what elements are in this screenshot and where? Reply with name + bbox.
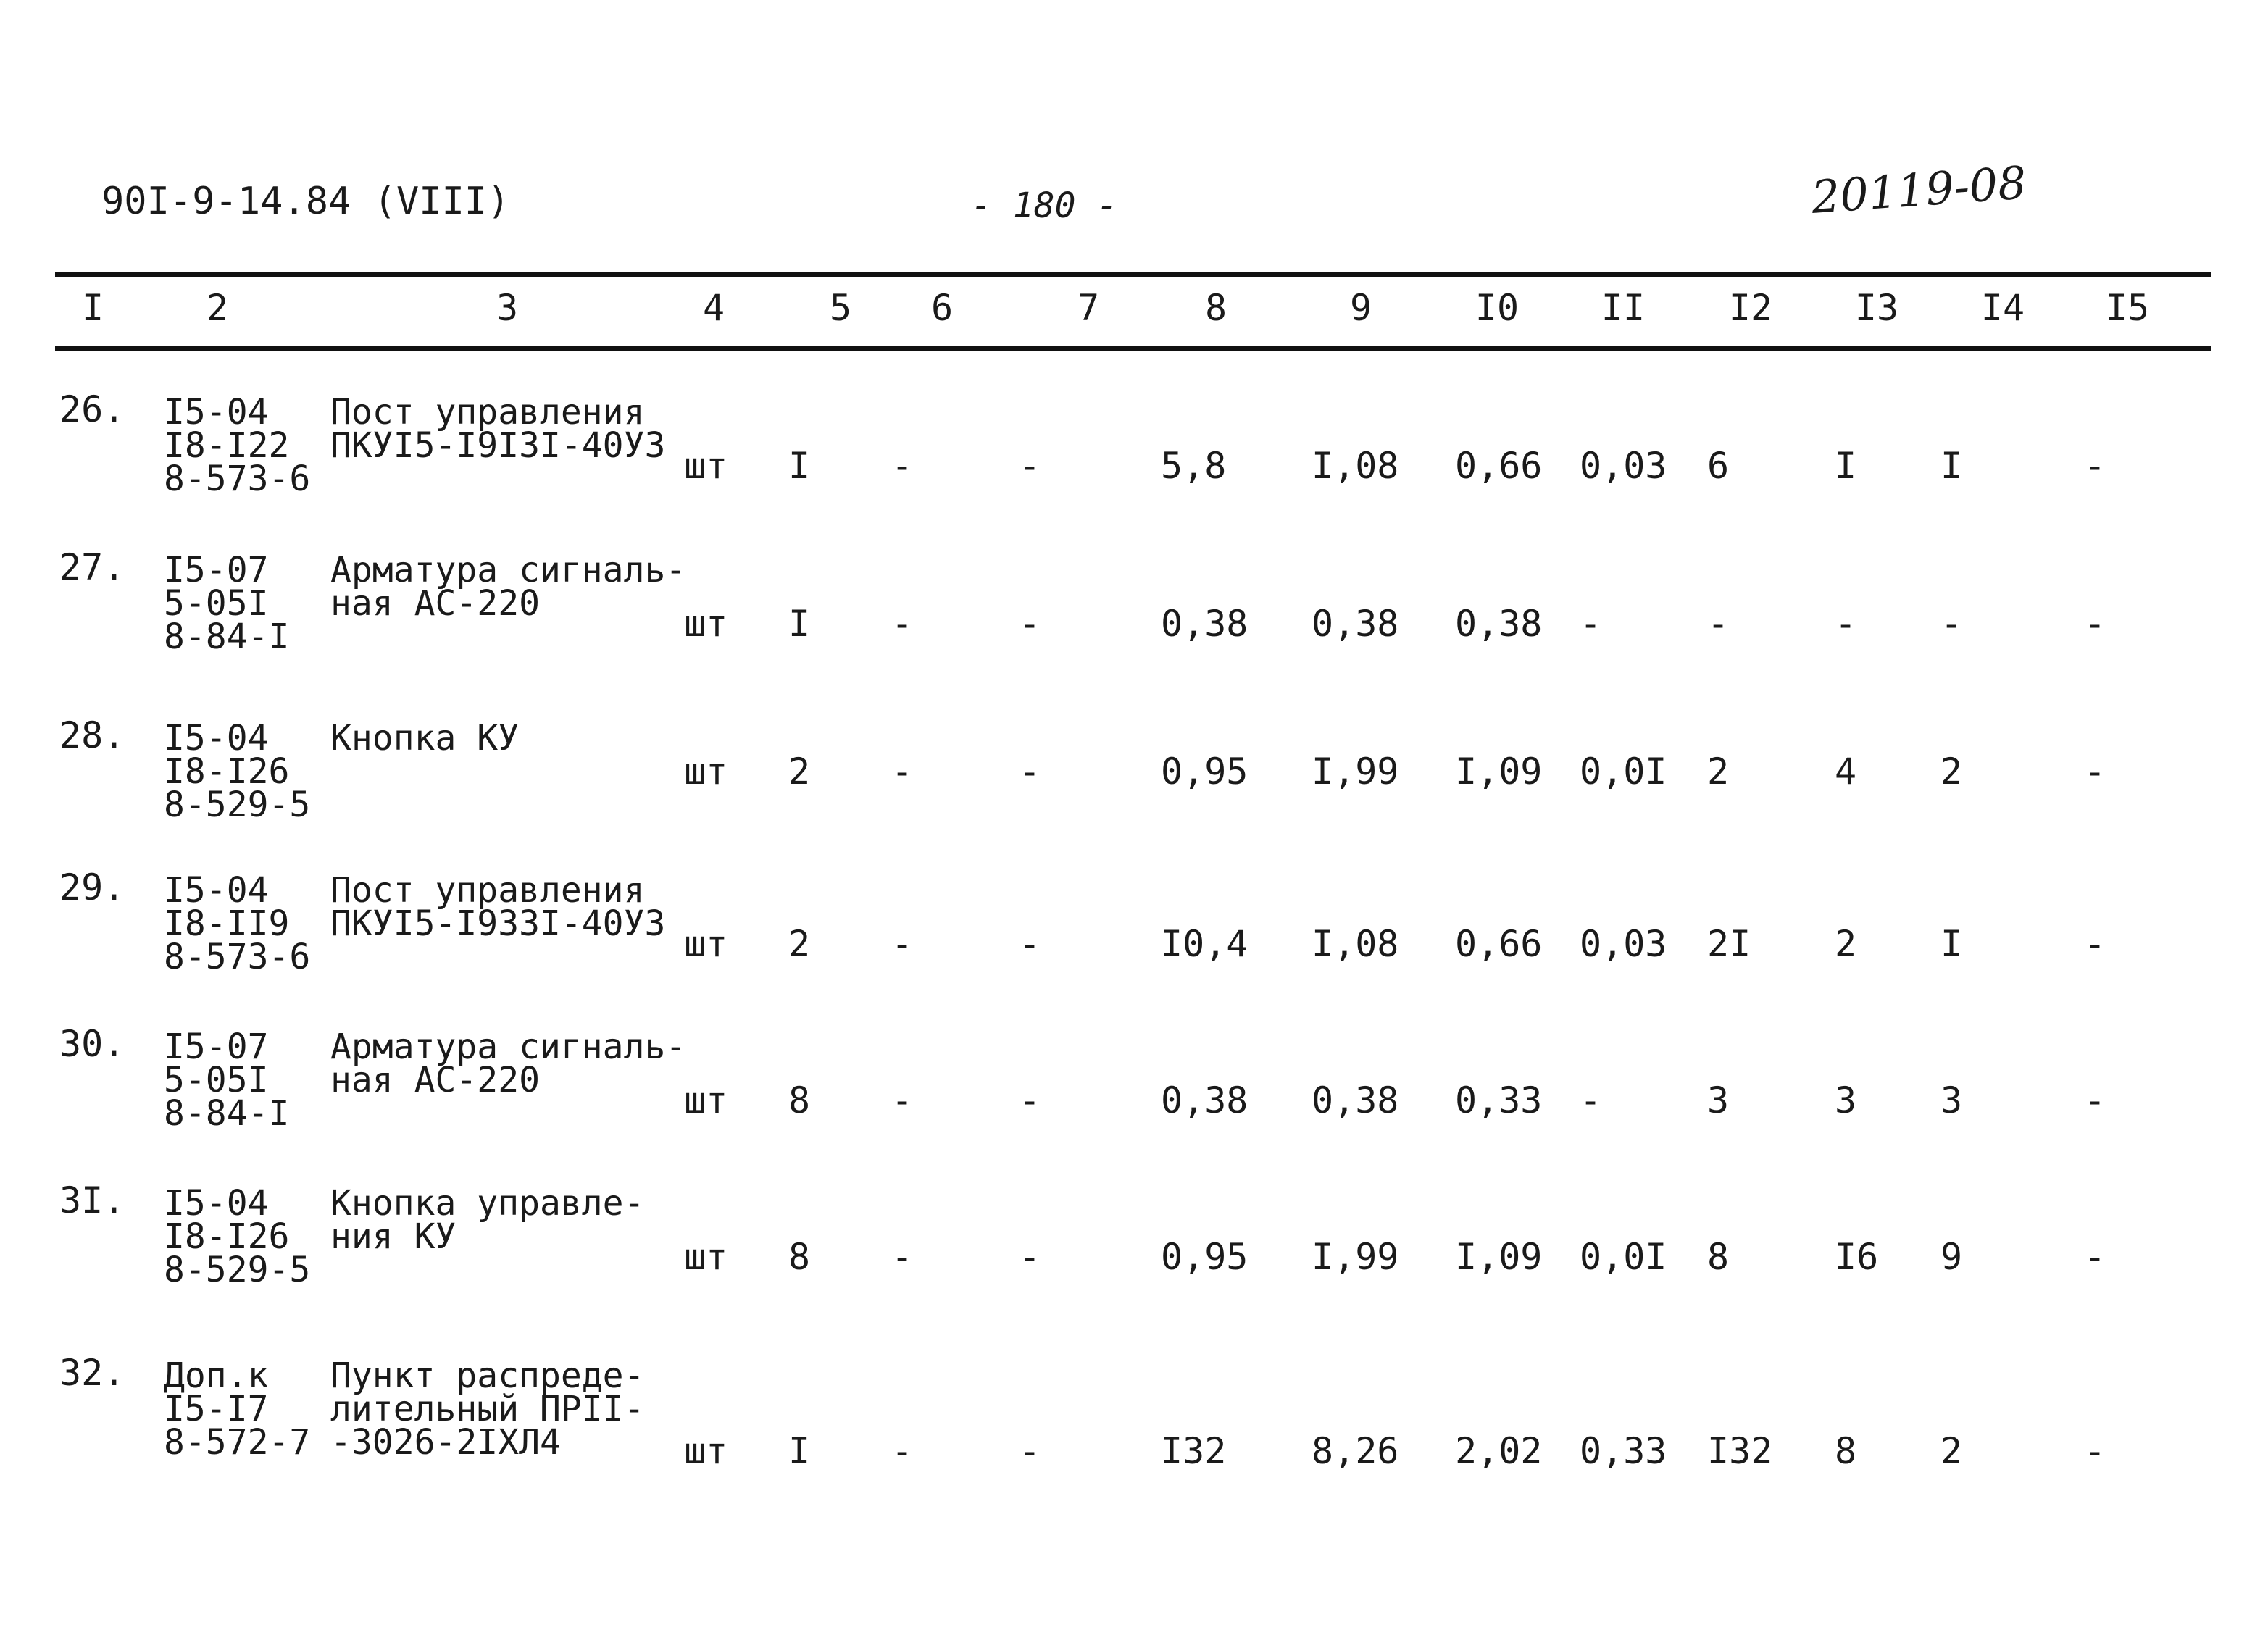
rate-code: I5-04 I8-I26 8-529-5 <box>164 1183 311 1290</box>
row-number: 29. <box>59 866 125 908</box>
column-header: 9 <box>1349 287 1372 329</box>
item-name: Арматура сигналь- ная АС-220 <box>330 550 687 624</box>
value-c8: 0,38 <box>1161 1079 1248 1121</box>
column-header: I4 <box>1980 287 2025 329</box>
column-header: I5 <box>2105 287 2150 329</box>
row-number: 26. <box>59 388 125 430</box>
column-header: 4 <box>702 287 725 329</box>
value-c6: - <box>891 603 914 645</box>
value-c12: I32 <box>1707 1430 1773 1472</box>
value-c8: 0,95 <box>1161 751 1248 793</box>
value-c15: - <box>2084 1430 2106 1472</box>
value-c15: - <box>2084 923 2106 965</box>
row-number: 27. <box>59 546 125 588</box>
unit: шт <box>684 1079 728 1121</box>
item-name: Пост управления ПКУI5-I9I3I-40УЗ <box>330 392 666 466</box>
value-c10: 2,02 <box>1455 1430 1543 1472</box>
value-c5: I <box>788 603 811 645</box>
value-c6: - <box>891 1236 914 1278</box>
value-c14: 9 <box>1940 1236 1963 1278</box>
unit: шт <box>684 1430 728 1472</box>
value-c7: - <box>1019 1079 1041 1121</box>
value-c7: - <box>1019 603 1041 645</box>
archive-number: 20119-08 <box>1809 156 2028 224</box>
rate-code: I5-04 I8-I26 8-529-5 <box>164 718 311 825</box>
value-c13: 8 <box>1835 1430 1857 1472</box>
unit: шт <box>684 603 728 645</box>
value-c15: - <box>2084 1079 2106 1121</box>
value-c11: 0,03 <box>1580 445 1667 487</box>
value-c15: - <box>2084 445 2106 487</box>
table-header-rule <box>55 346 2211 351</box>
value-c5: 2 <box>788 923 811 965</box>
rate-code: I5-07 5-05I 8-84-I <box>164 550 290 657</box>
value-c10: 0,38 <box>1455 603 1543 645</box>
value-c12: 6 <box>1707 445 1730 487</box>
value-c11: 0,33 <box>1580 1430 1667 1472</box>
document-code: 90I-9-14.84 (VIII) <box>101 180 510 223</box>
value-c8: 0,38 <box>1161 603 1248 645</box>
table-top-rule <box>55 272 2211 277</box>
column-header: 3 <box>496 287 519 329</box>
value-c12: 8 <box>1707 1236 1730 1278</box>
value-c13: I6 <box>1835 1236 1879 1278</box>
item-name: Арматура сигналь- ная АС-220 <box>330 1027 687 1100</box>
value-c11: 0,0I <box>1580 751 1667 793</box>
item-name: Кнопка КУ <box>330 718 520 758</box>
value-c9: 0,38 <box>1312 603 1399 645</box>
value-c7: - <box>1019 445 1041 487</box>
value-c9: I,08 <box>1312 445 1399 487</box>
column-header: 6 <box>930 287 954 329</box>
column-header: 7 <box>1077 287 1100 329</box>
value-c14: I <box>1940 445 1963 487</box>
value-c9: 0,38 <box>1312 1079 1399 1121</box>
column-header: II <box>1601 287 1646 329</box>
value-c7: - <box>1019 1236 1041 1278</box>
value-c13: 2 <box>1835 923 1857 965</box>
value-c13: I <box>1835 445 1857 487</box>
value-c11: 0,0I <box>1580 1236 1667 1278</box>
value-c10: I,09 <box>1455 1236 1543 1278</box>
value-c10: 0,33 <box>1455 1079 1543 1121</box>
value-c12: 3 <box>1707 1079 1730 1121</box>
unit: шт <box>684 1236 728 1278</box>
item-name: Пост управления ПКУI5-I933I-40УЗ <box>330 870 666 944</box>
value-c12: - <box>1707 603 1730 645</box>
value-c13: - <box>1835 603 1857 645</box>
value-c9: I,08 <box>1312 923 1399 965</box>
rate-code: I5-04 I8-II9 8-573-6 <box>164 870 311 977</box>
item-name: Пункт распреде- лительный ПРII- -3026-2IХЛ4 <box>330 1355 645 1463</box>
rate-code: Доп.к I5-I7 8-572-7 <box>164 1355 311 1463</box>
value-c5: 2 <box>788 751 811 793</box>
column-header: 8 <box>1204 287 1227 329</box>
value-c12: 2 <box>1707 751 1730 793</box>
value-c8: 0,95 <box>1161 1236 1248 1278</box>
value-c7: - <box>1019 1430 1041 1472</box>
value-c6: - <box>891 445 914 487</box>
value-c14: 2 <box>1940 1430 1963 1472</box>
value-c10: 0,66 <box>1455 445 1543 487</box>
value-c8: 5,8 <box>1161 445 1227 487</box>
value-c9: I,99 <box>1312 1236 1399 1278</box>
value-c5: I <box>788 445 811 487</box>
value-c6: - <box>891 751 914 793</box>
value-c14: - <box>1940 603 1963 645</box>
rate-code: I5-07 5-05I 8-84-I <box>164 1027 290 1134</box>
value-c9: I,99 <box>1312 751 1399 793</box>
value-c5: 8 <box>788 1236 811 1278</box>
value-c10: 0,66 <box>1455 923 1543 965</box>
value-c15: - <box>2084 603 2106 645</box>
value-c6: - <box>891 923 914 965</box>
value-c11: - <box>1580 603 1602 645</box>
value-c14: 2 <box>1940 751 1963 793</box>
column-header: 5 <box>829 287 852 329</box>
value-c15: - <box>2084 751 2106 793</box>
value-c6: - <box>891 1079 914 1121</box>
page-number: - 180 - <box>971 185 1118 226</box>
value-c14: I <box>1940 923 1963 965</box>
value-c15: - <box>2084 1236 2106 1278</box>
value-c5: I <box>788 1430 811 1472</box>
value-c9: 8,26 <box>1312 1430 1399 1472</box>
column-header: I <box>81 287 104 329</box>
value-c11: 0,03 <box>1580 923 1667 965</box>
value-c12: 2I <box>1707 923 1751 965</box>
column-header: 2 <box>206 287 229 329</box>
column-header: I3 <box>1854 287 1899 329</box>
value-c14: 3 <box>1940 1079 1963 1121</box>
value-c5: 8 <box>788 1079 811 1121</box>
row-number: 3I. <box>59 1179 125 1221</box>
column-header: I0 <box>1475 287 1519 329</box>
value-c8: I32 <box>1161 1430 1227 1472</box>
unit: шт <box>684 445 728 487</box>
column-header: I2 <box>1728 287 1773 329</box>
unit: шт <box>684 923 728 965</box>
item-name: Кнопка управле- ния КУ <box>330 1183 645 1257</box>
unit: шт <box>684 751 728 793</box>
value-c13: 4 <box>1835 751 1857 793</box>
value-c11: - <box>1580 1079 1602 1121</box>
value-c7: - <box>1019 923 1041 965</box>
value-c6: - <box>891 1430 914 1472</box>
value-c10: I,09 <box>1455 751 1543 793</box>
row-number: 32. <box>59 1352 125 1394</box>
value-c8: I0,4 <box>1161 923 1248 965</box>
rate-code: I5-04 I8-I22 8-573-6 <box>164 392 311 499</box>
value-c7: - <box>1019 751 1041 793</box>
value-c13: 3 <box>1835 1079 1857 1121</box>
row-number: 30. <box>59 1023 125 1065</box>
row-number: 28. <box>59 714 125 756</box>
